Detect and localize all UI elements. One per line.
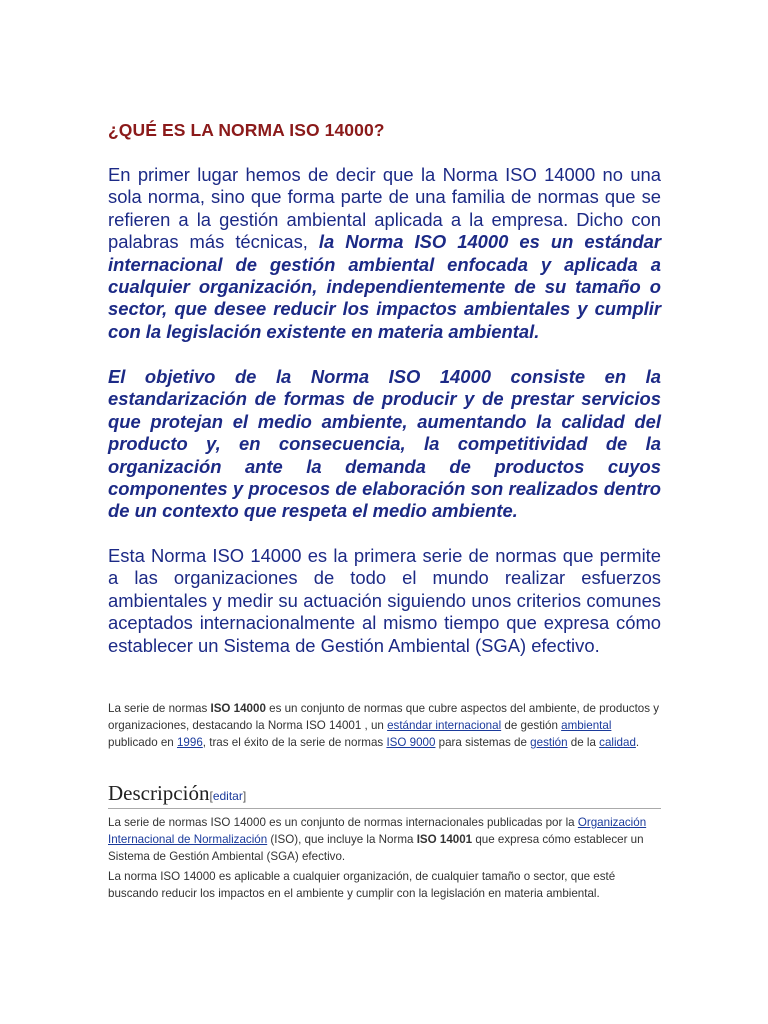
link-iso-organization[interactable]: Organización Internacional de Normalización xyxy=(108,816,647,846)
wiki-intro-text: , tras el éxito de la serie de normas xyxy=(202,736,387,749)
link-ambiental[interactable]: ambiental xyxy=(561,719,612,732)
objective-paragraph: El objetivo de la Norma ISO 14000 consiste en la estandarización de formas de producir y de prestar servicios que protejan el medio ambiente, aumentando la calidad del producto y, en consecuencia, la competitividad de la organización ante la demanda de productos cuyos componentes y procesos de elaboración son realizados dentro de un contexto que respeta el medio ambiente. xyxy=(108,366,661,522)
wiki-intro-text: de gestión xyxy=(501,719,562,732)
link-iso-9000[interactable]: ISO 9000 xyxy=(386,736,436,749)
wiki-intro-text: es un conjunto de normas que cubre aspectos del ambiente, de productos y organizaciones, destacando la Norma ISO 14001 , un xyxy=(108,702,660,732)
intro-plain-text: En primer lugar hemos de decir que la Norma ISO 14000 no una sola norma, sino que forma parte de una familia de normas que se refieren a la gestión ambiental aplicada a la empresa. Dicho con palabras más técnicas, xyxy=(108,164,661,253)
wiki-intro-text: de la xyxy=(567,736,600,749)
desc-text: La serie de normas ISO 14000 es un conjunto de normas internacionales publicadas por la xyxy=(108,816,578,829)
wiki-intro-text: . xyxy=(635,736,640,749)
link-calidad[interactable]: calidad xyxy=(599,736,636,749)
edit-section xyxy=(209,789,246,803)
wiki-intro-text: para sistemas de xyxy=(435,736,531,749)
section-heading-text: Descripción xyxy=(108,781,210,805)
section-heading-descripcion xyxy=(108,781,661,809)
desc-text: que expresa cómo establecer un Sistema de Gestión Ambiental (SGA) efectivo. xyxy=(108,833,644,863)
link-estandar-internacional[interactable]: estándar internacional xyxy=(387,719,502,732)
link-gestion[interactable]: gestión xyxy=(530,736,568,749)
wiki-intro-bold: ISO 14000 xyxy=(210,702,266,715)
desc-text: (ISO), que incluye la Norma xyxy=(267,833,417,846)
edit-bracket-close: ] xyxy=(242,789,247,803)
edit-link[interactable]: editar xyxy=(212,789,243,803)
desc-bold: ISO 14001 xyxy=(416,833,473,846)
edit-bracket-open: [ xyxy=(209,789,213,803)
wiki-intro-text: publicado en xyxy=(108,736,177,749)
link-1996[interactable]: 1996 xyxy=(176,736,203,749)
wiki-intro-paragraph xyxy=(108,700,661,751)
description-paragraph-1 xyxy=(108,814,661,865)
series-paragraph: Esta Norma ISO 14000 es la primera serie de normas que permite a las organizaciones de todo el mundo realizar esfuerzos ambientales y medir su actuación siguiendo unos criterios comunes aceptados internacionalmente al mismo tiempo que expresa cómo establecer un Sistema de Gestión Ambiental (SGA) efectivo. xyxy=(108,545,661,656)
wiki-intro-text: La serie de normas xyxy=(108,702,211,715)
page-title: ¿QUÉ ES LA NORMA ISO 14000? xyxy=(108,120,385,140)
intro-paragraph xyxy=(108,164,661,343)
description-paragraph-2: La norma ISO 14000 es aplicable a cualquier organización, de cualquier tamaño o sector, que esté buscando reducir los impactos en el ambiente y cumplir con la legislación en materia ambiental. xyxy=(108,870,616,900)
intro-emphasis-text: la Norma ISO 14000 es un estándar internacional de gestión ambiental enfocada y aplicada a cualquier organización, independientemente de su tamaño o sector, que desee reducir los impactos ambientales y cumplir con la legislación existente en materia ambiental. xyxy=(108,231,661,342)
